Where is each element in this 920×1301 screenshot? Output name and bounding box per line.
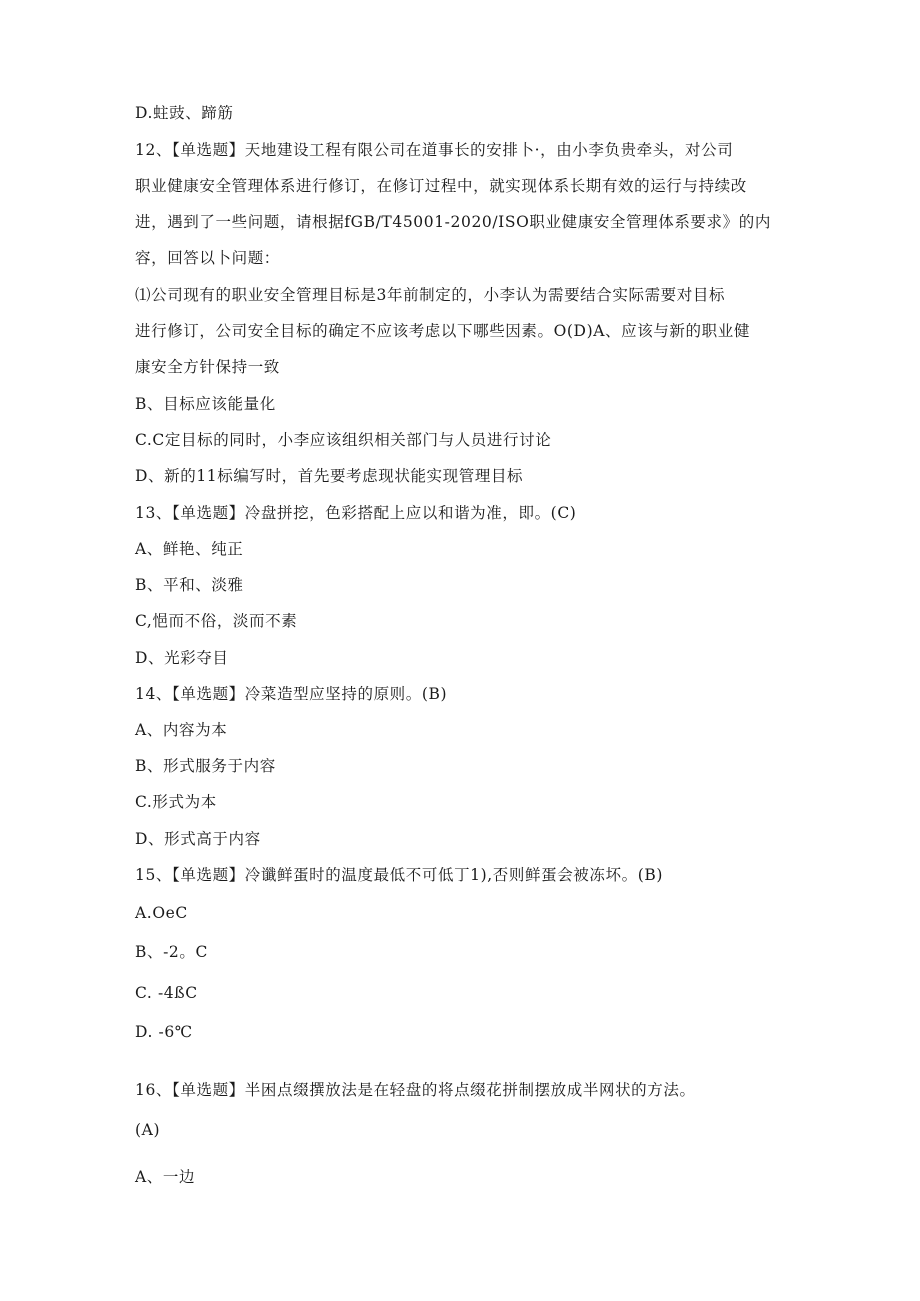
option-a-q14: A、内容为本 xyxy=(135,721,228,739)
option-b-q13: B、平和、淡雅 xyxy=(135,576,244,594)
sub-question-1-line-3: 康安全方针保持一致 xyxy=(135,358,280,376)
option-b-q14: B、形式服务于内容 xyxy=(135,757,276,775)
question-12-line-4: 容，回答以卜问题： xyxy=(135,249,280,267)
option-d-q12: D、新的11标编写时，首先要考虑现状能实现管理目标 xyxy=(135,467,524,485)
question-16: 16、【单选题】半困点缀撰放法是在轻盘的将点缀花拼制摆放成半网状的方法。 xyxy=(135,1081,696,1099)
question-13: 13、【单选题】冷盘拼挖，色彩搭配上应以和谐为准，即。(C) xyxy=(135,504,577,522)
question-15: 15、【单选题】冷谶鲜蛋时的温度最低不可低丁1),否则鲜蛋会被冻坏。(B) xyxy=(135,866,663,884)
option-a-q15: A.OeC xyxy=(135,904,188,922)
option-b-q15: B、-2。C xyxy=(135,943,208,961)
question-12-line-2: 职业健康安全管理体系进行修订，在修订过程中，就实现体系长期有效的运行与持续改 xyxy=(135,177,747,195)
option-d-q11: D.蛀豉、蹄筋 xyxy=(135,104,234,122)
option-c-q13: C,悒而不俗，淡而不素 xyxy=(135,612,298,630)
option-b-q12: B、目标应该能量化 xyxy=(135,395,276,413)
option-a-q16: A、一边 xyxy=(135,1168,196,1186)
option-c-q12: C.C定目标的同时，小李应该组织相关部门与人员进行讨论 xyxy=(135,431,552,449)
question-14: 14、【单选题】冷菜造型应坚持的原则。(B) xyxy=(135,685,448,703)
option-d-q15: D. -6℃ xyxy=(135,1023,193,1041)
question-16-answer: (A) xyxy=(135,1121,161,1139)
sub-question-1-line-1: ⑴公司现有的职业安全管理目标是3年前制定的，小李认为需要结合实际需要对目标 xyxy=(135,286,726,304)
option-d-q14: D、形式高于内容 xyxy=(135,830,261,848)
option-d-q13: D、光彩夺目 xyxy=(135,649,229,667)
option-c-q15: C. -4ßC xyxy=(135,984,198,1002)
option-c-q14: C.形式为本 xyxy=(135,793,217,811)
option-a-q13: A、鲜艳、纯正 xyxy=(135,540,244,558)
question-12-line-3: 进，遇到了一些问题，请根据fGB∕T45001-2020∕ISO职业健康安全管理体系要求》的内 xyxy=(135,213,771,231)
question-12-line-1: 12、【单选题】天地建设工程有限公司在道事长的安排卜·，由小李负贵牵头，对公司 xyxy=(135,141,734,159)
sub-question-1-line-2: 进行修订，公司安全目标的确定不应该考虑以下哪些因素。O(D)A、应该与新的职业健 xyxy=(135,322,750,340)
